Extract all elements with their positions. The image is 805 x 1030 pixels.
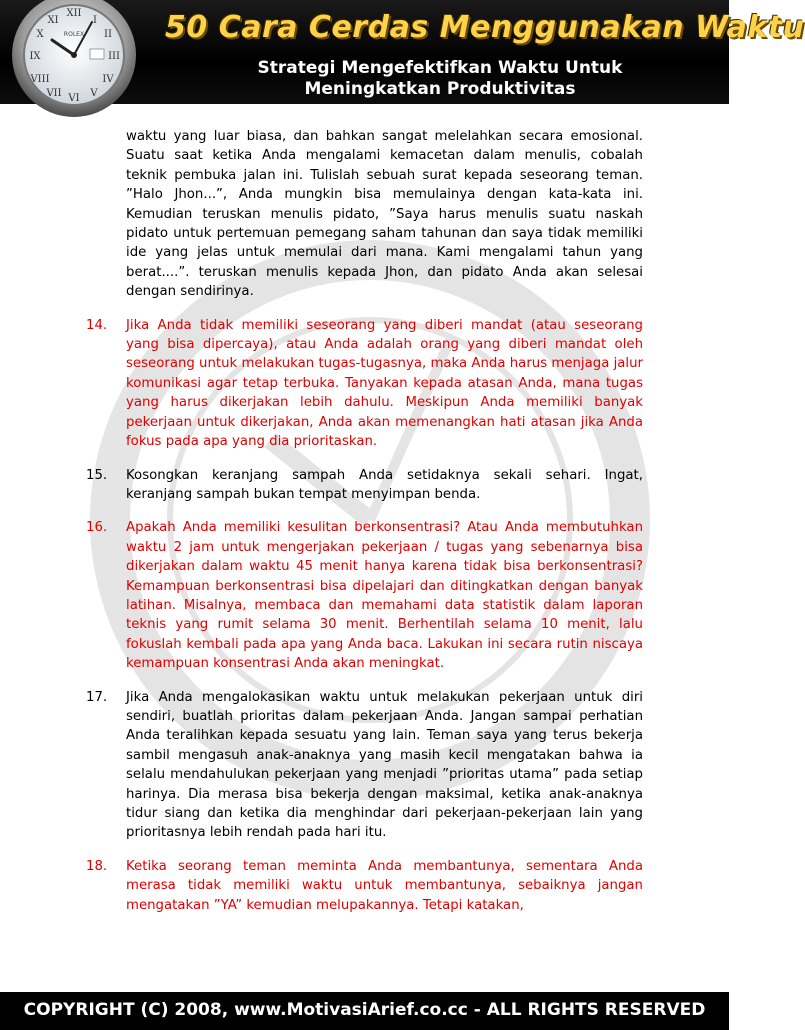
page-footer (0, 992, 729, 1030)
svg-text:III: III (108, 51, 120, 62)
copyright-text: COPYRIGHT (C) 2008, www.MotivasiArief.co.cc - ALL RIGHTS RESERVED (23, 1000, 706, 1020)
item-number: 14. (86, 317, 108, 333)
svg-text:X: X (36, 29, 44, 40)
svg-text:V: V (90, 88, 98, 99)
item-number: 16. (86, 520, 108, 536)
svg-text:I: I (93, 15, 97, 26)
svg-text:VIII: VIII (30, 74, 50, 85)
list-item-18 (86, 857, 643, 915)
svg-text:XI: XI (47, 15, 59, 26)
svg-text:IX: IX (29, 51, 41, 62)
page-title: 50 Cara Cerdas Menggunakan Waktu (165, 10, 805, 45)
svg-text:II: II (104, 29, 112, 40)
item-number: 15. (86, 467, 108, 483)
svg-text:ROLEX: ROLEX (63, 31, 85, 38)
clock-icon (2, 0, 150, 120)
list-item-14 (86, 316, 643, 452)
list-item-16 (86, 518, 643, 673)
subtitle-line-2: Meningkatkan Produktivitas (304, 79, 576, 99)
svg-text:VII: VII (46, 88, 62, 99)
paragraph-text: waktu yang luar biasa, dan bahkan sangat melelahkan secara emosional. Suatu saat ketika Anda mengalami kemacetan dalam menulis, cobalah teknik pembuka jalan ini. Tulislah sebuah surat kepada seseorang teman. ”Halo Jhon...”, Anda mungkin bisa memulainya dengan kata-kata ini. Kemudian teruskan menulis pidato, ”Saya harus menulis suatu naskah pidato untuk pertemuan pemegang saham tahunan dan saya tidak memiliki ide yang jelas untuk memulai dari mana. Kami mengalami tahun yang berat....”. teruskan menulis kepada Jhon, dan pidato Anda akan selesai dengan sendirinya. (126, 129, 643, 300)
svg-text:IV: IV (102, 74, 114, 85)
item-text: Ketika seorang teman meminta Anda membantunya, sementara Anda merasa tidak memiliki waktu untuk membantunya, sebaiknya jangan mengatakan ”YA” kemudian melupakannya. Tetapi katakan, (126, 858, 643, 913)
item-number: 17. (86, 689, 108, 705)
document-body (86, 127, 643, 915)
item-text: Jika Anda tidak memiliki seseorang yang diberi mandat (atau seseorang yang bisa dipercaya), atau Anda adalah orang yang diberi mandat oleh seseorang untuk melakukan tugas-tugasnya, maka Anda harus menjaga jalur komunikasi agar tetap terbuka. Tanyakan kepada atasan Anda, mana tugas yang harus dikerjakan lebih dahulu. Meskipun Anda memiliki banyak pekerjaan untuk dikerjakan, Anda akan memenangkan hati atasan jika Anda fokus pada apa yang dia prioritaskan. (126, 317, 644, 450)
svg-text:VI: VI (68, 93, 80, 104)
item-text: Apakah Anda memiliki kesulitan berkonsentrasi? Atau Anda membutuhkan waktu 2 jam untuk mengerjakan pekerjaan / tugas yang sebenarnya bisa dikerjakan dalam waktu 45 menit hanya karena tidak bisa berkonsentrasi? Kemampuan berkonsentrasi bisa dipelajari dan ditingkatkan dengan banyak latihan. Misalnya, membaca dan memahami data statistik dalam laporan teknis yang rumit selama 30 menit. Berhentilah selama 10 menit, lalu fokuslah kembali pada apa yang Anda baca. Lakukan ini secara rutin niscaya kemampuan konsentrasi Anda akan meningkat. (126, 520, 643, 672)
list-item-15 (86, 466, 643, 505)
subtitle-line-1: Strategi Mengefektifkan Waktu Untuk (257, 58, 623, 78)
item-text: Jika Anda mengalokasikan waktu untuk melakukan pekerjaan untuk diri sendiri, buatlah prioritas dalam pekerjaan Anda. Jangan sampai perhatian Anda teralihkan kepada sesuatu yang lain. Teman saya yang terus bekerja sambil mengasuh anak-anaknya yang masih kecil mengatakan bahwa ia selalu mendahulukan pekerjaan yang menjadi ”prioritas utama” pada setiap harinya. Dia merasa bisa bekerja dengan maksimal, ketika anak-anaknya tidur siang dan ketika dia menghindar dari pekerjaan-pekerjaan lain yang prioritasnya lebih rendah pada hari itu. (126, 689, 643, 841)
svg-text:XII: XII (66, 8, 82, 19)
page-header (0, 0, 805, 104)
list-item-17 (86, 688, 643, 843)
item-text: Kosongkan keranjang sampah Anda setidaknya sekali sehari. Ingat, keranjang sampah bukan tempat menyimpan benda. (126, 467, 643, 502)
item-number: 18. (86, 858, 108, 874)
continuation-paragraph (86, 127, 643, 302)
